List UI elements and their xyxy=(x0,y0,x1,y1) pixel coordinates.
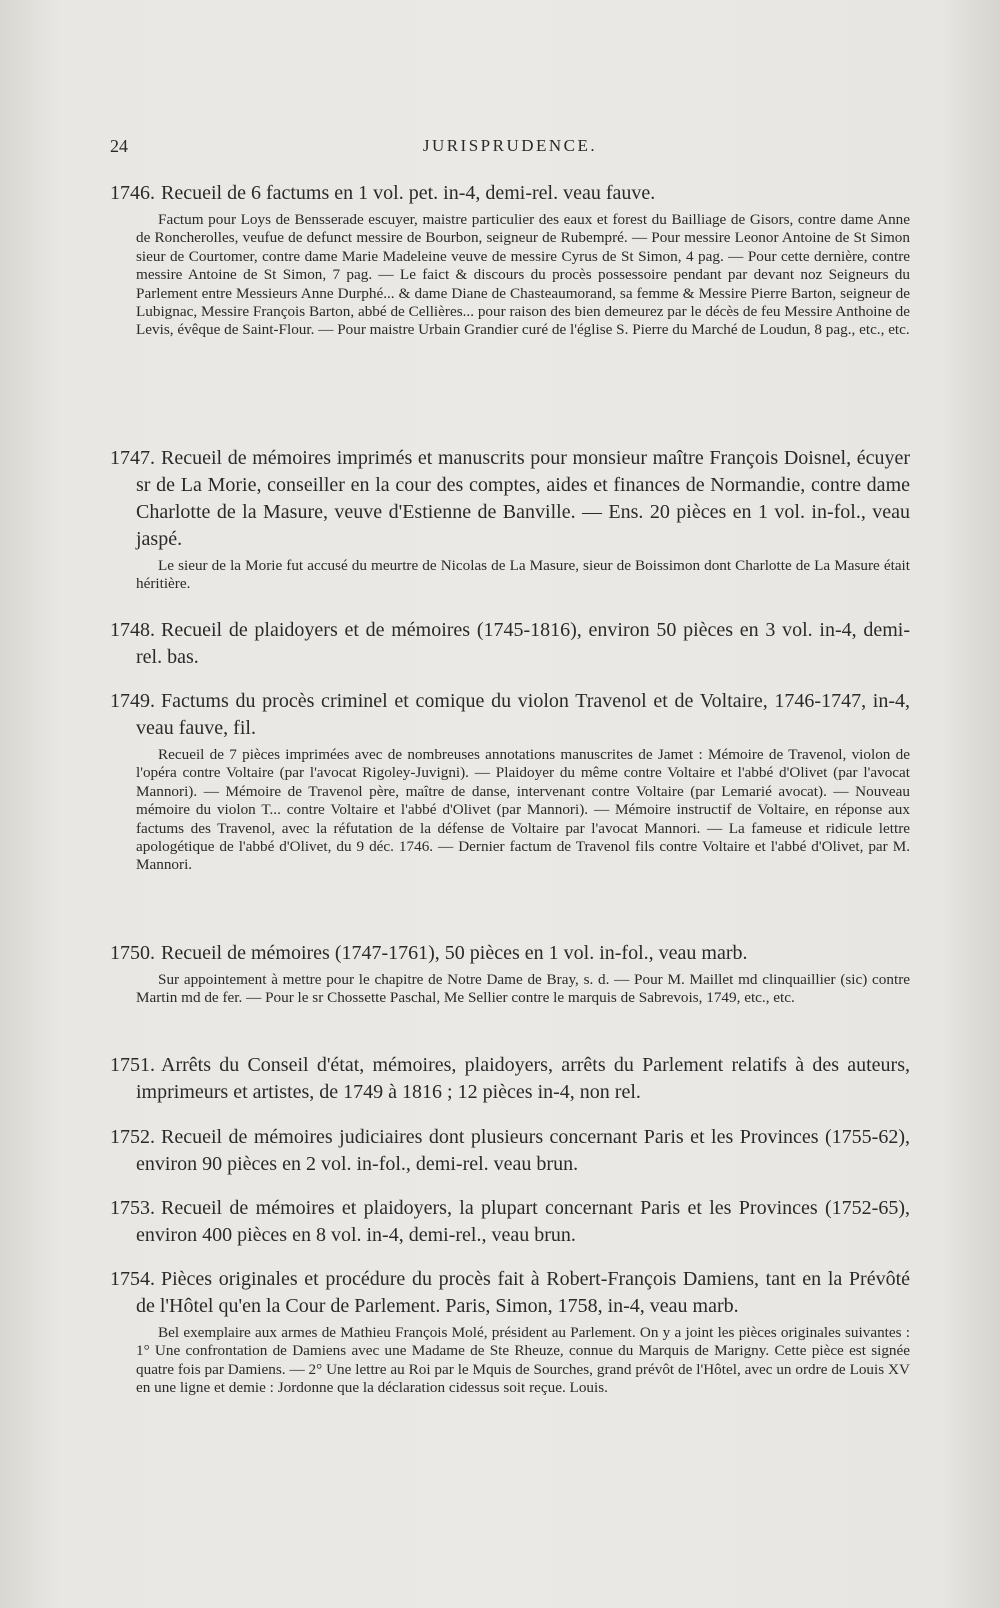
lot-title: Arrêts du Conseil d'état, mémoires, plaidoyers, arrêts du Parlement relatifs à des auteurs, imprimeurs et artistes, de 1749 à 1816 ; 12 pièces in-4, non rel. xyxy=(136,1054,910,1103)
lot-entry-1750 xyxy=(110,940,910,1008)
lot-description: Factum pour Loys de Bensserade escuyer, maistre particulier des eaux et forest du Bailliage de Gisors, contre dame Anne de Roncherolles, veufue de defunct messire de Bourbon, seigneur de Rubempré. — Pour messire Leonor Antoine de St Simon sieur de Courtomer, contre dame Marie Madeleine veuve de messire Cyrus de St Simon, 4 pag. — Pour cette dernière, contre messire Antoine de St Simon, 7 pag. — Le faict & discours du procès possessoire pendant par devant noz Seigneurs du Parlement entre Messieurs Anne Durphé... & dame Diane de Chasteaumorand, sa femme & Messire Pierre Barton, seigneur de Lubignac, Messire François Barton, abbé de Cellières... pour raison des bien demeurez par le décès de feu Messire Anthoine de Levis, évêque de Saint-Flour. — Pour maistre Urbain Grandier curé de l'église S. Pierre du Marché de Loudun, 8 pag., etc., etc. xyxy=(136,211,910,339)
lot-entry-1749 xyxy=(110,688,910,875)
lot-entry-1752 xyxy=(110,1124,910,1178)
lot-entry-1748 xyxy=(110,617,910,671)
lot-title: Recueil de 6 factums en 1 vol. pet. in-4, demi-rel. veau fauve. xyxy=(161,182,656,204)
lot-number: 1751. xyxy=(110,1054,155,1076)
lot-description: Sur appointement à mettre pour le chapitre de Notre Dame de Bray, s. d. — Pour M. Maillet md clinquaillier (sic) contre Martin md de fer. — Pour le sr Chossette Paschal, Me Sellier contre le marquis de Sabrevois, 1749, etc., etc. xyxy=(136,971,910,1007)
lot-description: Recueil de 7 pièces imprimées avec de nombreuses annotations manuscrites de Jamet : Mémoire de Travenol, violon de l'opéra contre Voltaire (par l'avocat Rigoley-Juvigni). — Plaidoyer du même contre Voltaire et l'abbé d'Olivet (par l'avocat Mannori). — Mémoire de Travenol père, maître de danse, intervenant contre Voltaire (par Lemarié avocat). — Nouveau mémoire du violon T... contre Voltaire et l'abbé d'Olivet (par Mannori). — Mémoire instructif de Voltaire, en réponse aux factums des Travenol, avec la réfutation de la défense de Voltaire par l'avocat Mannori. — La fameuse et ridicule lettre apologétique de l'abbé d'Olivet, du 9 déc. 1746. — Dernier factum de Travenol fils contre Voltaire et l'abbé d'Olivet, par M. Mannori. xyxy=(136,746,910,874)
lot-heading xyxy=(110,688,910,742)
lot-title: Recueil de mémoires judiciaires dont plusieurs concernant Paris et les Provinces (1755-62), environ 90 pièces en 2 vol. in-fol., demi-rel. veau brun. xyxy=(136,1126,910,1175)
lot-heading xyxy=(110,1195,910,1249)
page-header xyxy=(110,136,910,162)
lot-entry-1747 xyxy=(110,445,910,594)
lot-title: Recueil de mémoires (1747-1761), 50 pièces en 1 vol. in-fol., veau marb. xyxy=(161,942,748,964)
lot-heading xyxy=(110,1052,910,1106)
lot-number: 1747. xyxy=(110,447,155,469)
lot-number: 1754. xyxy=(110,1268,155,1290)
lot-heading xyxy=(110,1266,910,1320)
lot-number: 1749. xyxy=(110,690,155,712)
lot-heading xyxy=(110,940,910,967)
lot-number: 1746. xyxy=(110,182,155,204)
lot-number: 1748. xyxy=(110,619,155,641)
running-title: JURISPRUDENCE. xyxy=(422,136,598,155)
lot-number: 1750. xyxy=(110,942,155,964)
page-number: 24 xyxy=(110,136,128,156)
lot-entry-1754 xyxy=(110,1266,910,1398)
lot-heading xyxy=(110,1124,910,1178)
lot-title: Factums du procès criminel et comique du violon Travenol et de Voltaire, 1746-1747, in-4, veau fauve, fil. xyxy=(136,690,910,739)
lot-heading xyxy=(110,445,910,553)
lot-number: 1752. xyxy=(110,1126,155,1148)
lot-description: Bel exemplaire aux armes de Mathieu François Molé, président au Parlement. On y a joint les pièces originales suivantes : 1° Une confrontation de Damiens avec une Madame de Ste Rheuze, connue du Marquis de Marigny. Cette pièce est signée quatre fois par Damiens. — 2° Une lettre au Roi par le Mquis de Sourches, grand prévôt de l'Hôtel, avec un ordre de Louis XV en une ligne et demie : Jordonne que la déclaration cidessus soit reçue. Louis. xyxy=(136,1324,910,1397)
lot-description: Le sieur de la Morie fut accusé du meurtre de Nicolas de La Masure, sieur de Boissimon dont Charlotte de La Masure était héritière. xyxy=(136,557,910,593)
lot-heading xyxy=(110,180,910,207)
lot-heading xyxy=(110,617,910,671)
lot-entry-1751 xyxy=(110,1052,910,1106)
lot-title: Recueil de mémoires imprimés et manuscrits pour monsieur maître François Doisnel, écuyer sr de La Morie, conseiller en la cour des comptes, aides et finances de Normandie, contre dame Charlotte de la Masure, veuve d'Estienne de Banville. — Ens. 20 pièces en 1 vol. in-fol., veau jaspé. xyxy=(136,447,910,550)
lot-entry-1746 xyxy=(110,180,910,340)
lot-title: Recueil de mémoires et plaidoyers, la plupart concernant Paris et les Provinces (1752-65), environ 400 pièces en 8 vol. in-4, demi-rel., veau brun. xyxy=(136,1197,910,1246)
lot-entry-1753 xyxy=(110,1195,910,1249)
lot-number: 1753. xyxy=(110,1197,155,1219)
lot-title: Pièces originales et procédure du procès fait à Robert-François Damiens, tant en la Prévôté de l'Hôtel qu'en la Cour de Parlement. Paris, Simon, 1758, in-4, veau marb. xyxy=(136,1268,910,1317)
lot-title: Recueil de plaidoyers et de mémoires (1745-1816), environ 50 pièces en 3 vol. in-4, demi-rel. bas. xyxy=(136,619,910,668)
